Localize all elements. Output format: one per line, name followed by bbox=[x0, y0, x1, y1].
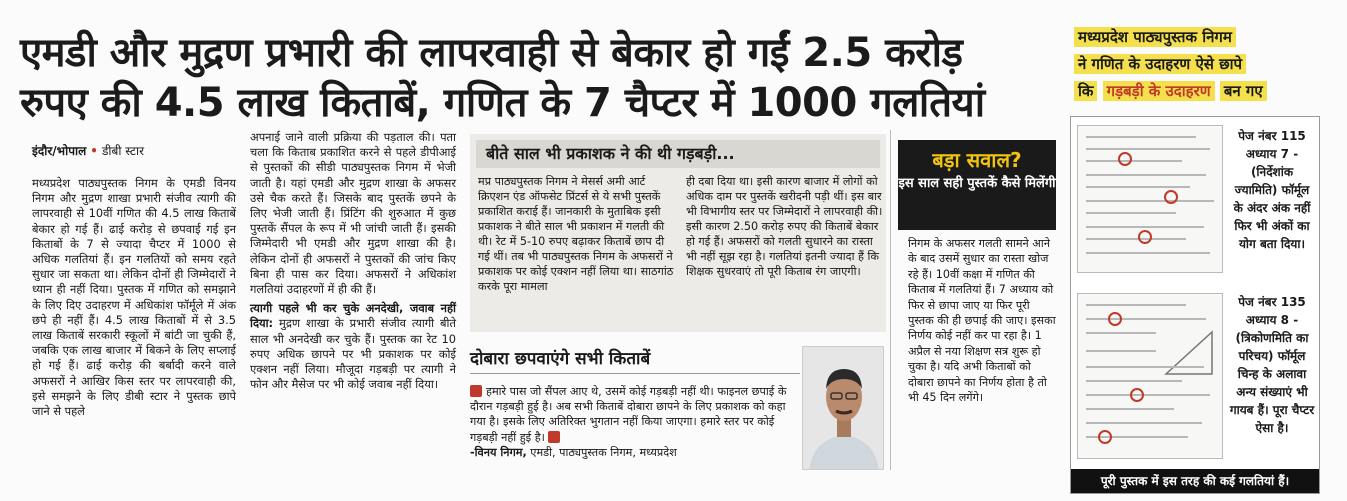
column-2-text-2: मुद्रण शाखा के प्रभारी संजीव त्यागी बीते साल भी अनदेखी कर चुके हैं। पुस्तक का रेट 10 रुपए अधिक छापने पर भी प्रकाशक पर कोई एक्शन नहीं लिया। मौजूदा गड़बड़ी पर त्यागी ने फोन और मैसेज पर भी कोई जवाब नहीं दिया। bbox=[250, 316, 456, 392]
error-marker-icon bbox=[1108, 312, 1122, 326]
portrait-illustration bbox=[803, 347, 884, 470]
dateline-place: इंदौर/भोपाल bbox=[32, 144, 87, 158]
sidebar-footer: पूरी पुस्तक में इस तरह की कई गलतियां हैं। bbox=[1071, 469, 1319, 493]
last-year-box bbox=[470, 134, 886, 332]
last-year-box-title: बीते साल भी प्रकाशक ने की थी गड़बड़ी... bbox=[476, 140, 880, 168]
column-2-para-2 bbox=[250, 301, 456, 392]
sidebar-title bbox=[1074, 24, 1322, 105]
column-2-subhead: त्यागी पहले भी कर चुके अनदेखी, जवाब नहीं दिया: bbox=[250, 301, 456, 331]
snippet-caption-1: पेज नंबर 115 अध्याय 7 - (निर्देशांक ज्यामिति) फॉर्मूल के अंदर अंक नहीं फिर भी अंकों का योग बता दिया। bbox=[1233, 129, 1311, 251]
quote-text: हमारे पास जो सैंपल आए थे, उसमें कोई गड़बड़ी नहीं थी। फाइनल छपाई के दौरान गड़बड़ी हुई है। अब सभी किताबें दोबारा छापने के लिए प्रकाशक को कहा गया है। इसके लिए अतिरिक्त भुगतान नहीं किया जाएगा। हमारे स्तर पर कोई गड़बड़ी नहीं हुई है। bbox=[470, 385, 787, 444]
column-divider bbox=[890, 130, 891, 470]
official-portrait-photo bbox=[802, 346, 884, 470]
error-marker-icon bbox=[1118, 152, 1132, 166]
big-question-subtitle: इस साल सही पुस्तकें कैसे मिलेंगी bbox=[898, 176, 1056, 191]
error-marker-icon bbox=[1138, 230, 1152, 244]
quote-signature-role: एमडी, पाठ्यपुस्तक निगम, मध्यप्रदेश bbox=[530, 445, 677, 459]
quote-icon bbox=[470, 385, 482, 397]
dateline-source: डीबी स्टार bbox=[101, 144, 144, 158]
column-2-text: अपनाई जाने वाली प्रक्रिया की पड़ताल की। पता चला कि किताब प्रकाशित करने से पहले डीपीआई से पुस्तकों की सीडी पाठ्यपुस्तक निगम में भेजी जाती है। यहां एमडी और मुद्रण शाखा के अफसर उसे चैक करते हैं। जिसके बाद पुस्तकें छपने के लिए भेजी जाती हैं। प्रिंटिंग की शुरुआत में कुछ पुस्तकें सैंपल के रूप में भी जांची जाती हैं। इसकी जिम्मेदारी भी एमडी और मुद्रण शाखा की है। लेकिन दोनों ही अफसरों ने पुस्तकों की जांच किए बिना ही पास कर दिया। अफसरों ने अधिकांश गलतियां उदाहरणों में ही की हैं। bbox=[250, 130, 456, 297]
headline bbox=[20, 28, 1060, 128]
error-marker-icon bbox=[1130, 388, 1144, 402]
reprint-section-title: दोबारा छपवाएंगे सभी किताबें bbox=[470, 346, 800, 374]
quote-end-icon bbox=[548, 431, 560, 443]
big-question-title: बड़ा सवाल? bbox=[932, 148, 1022, 172]
error-marker-icon bbox=[1098, 430, 1112, 444]
article-column-2 bbox=[250, 130, 456, 392]
big-question-box bbox=[898, 140, 1056, 230]
headline-line-2: रुपए की 4.5 लाख किताबें, गणित के 7 चैप्टर में 1000 गलतियां bbox=[20, 80, 985, 126]
reprint-quote bbox=[470, 384, 792, 460]
dateline bbox=[32, 142, 144, 159]
quote-signature: -विनय निगम, bbox=[470, 445, 527, 459]
textbook-snippets-panel bbox=[1070, 116, 1320, 494]
last-year-box-col-1: मप्र पाठ्यपुस्तक निगम ने मेसर्स अमी आर्ट क्रिएशन एंड ऑफसेट प्रिंटर्स से ये सभी पुस्तकें प्रकाशित कराई हैं। जानकारी के मुताबिक इसी प्रकाशक ने बीते साल भी प्रकाशन में गलती की थी। रेट में 5-10 रुपए बढ़ाकर किताबें छाप दी गई थीं। तब भी पाठ्यपुस्तक निगम के अफसरों ने प्रकाशक पर कोई एक्शन नहीं लिया था। साठगांठ करके पूरा मामला bbox=[478, 175, 674, 293]
snippet-caption-2: पेज नंबर 135 अध्याय 8 - (त्रिकोणमिति का परिचय) फॉर्मूल चिन्ह के अलावा अन्य संख्याएं भी गायब हैं। पूरा चैप्टर ऐसा है। bbox=[1229, 295, 1315, 435]
column-1-text: मध्यप्रदेश पाठ्यपुस्तक निगम के एमडी विनय निगम और मुद्रण शाखा प्रभारी संजीव त्यागी की लापरवाही से 10वीं गणित की 4.5 लाख किताबें बेकार हो गई हैं। ढाई करोड़ से छपवाई गई इन किताबों के 7 से ज्यादा चैप्टर में 1000 से अधिक गलतियां हैं। इन गलतियों को समय रहते सुधार जा सकता था। लेकिन दोनों ही जिम्मेदारों ने ध्यान ही नहीं दिया। पुस्तक में गणित को समझाने के लिए दिए उदाहरण में अधिकांश फॉर्मूले में अंक छपे ही नहीं हैं। 4.5 लाख किताबों में से 3.5 लाख किताबें सरकारी स्कूलों में बांटी जा चुकी हैं, जबकि एक लाख बाजार में बिकने के लिए सप्लाई हो गई हैं। ढाई करोड़ की बर्बादी करने वाले अफसरों ने आखिर किस स्तर पर लापरवाही की, इसे समझने के लिए डीबी स्टार ने पुस्तक छापे जाने से पहले bbox=[32, 176, 236, 419]
sidebar-title-line-1: मध्यप्रदेश पाठ्यपुस्तक निगम bbox=[1074, 27, 1236, 47]
error-marker-icon bbox=[1164, 190, 1178, 204]
dateline-bullet: • bbox=[90, 144, 98, 158]
sidebar-title-highlight: गड़बड़ी के उदाहरण bbox=[1103, 81, 1215, 101]
sidebar-title-line-3a: कि bbox=[1074, 81, 1097, 101]
sidebar-title-line-3c: बन गए bbox=[1220, 81, 1267, 101]
big-question-text: निगम के अफसर गलती सामने आने के बाद उसमें सुधार का रास्ता खोज रहे हैं। 10वीं कक्षा में गणित की किताब में गलतियां हैं। 7 अध्याय को फिर से छापा जाए या फिर पूरी पुस्तक की ही छपाई की जाए। इसका निर्णय कोई नहीं कर पा रहा है। 1 अप्रैल से नया शिक्षण सत्र शुरू हो चुका है। यदि अभी किताबों को दोबारा छापने का निर्णय होता है तो भी 45 दिन लगेंगे। bbox=[908, 237, 1056, 405]
triangle-figure bbox=[1162, 328, 1216, 378]
textbook-page-115-snippet bbox=[1077, 125, 1223, 273]
headline-line-1: एमडी और मुद्रण प्रभारी की लापरवाही से बेकार हो गईं 2.5 करोड़ bbox=[20, 30, 963, 76]
textbook-page-135-snippet bbox=[1077, 293, 1223, 459]
article-column-1 bbox=[32, 176, 236, 419]
last-year-box-col-2: ही दबा दिया था। इसी कारण बाजार में लोगों को अधिक दाम पर पुस्तकें खरीदनी पड़ी थीं। इस बार भी विभागीय स्तर पर जिम्मेदारों ने लापरवाही की। इसी कारण 2.50 करोड़ रुपए की किताबें बेकार हो गई हैं। अफसरों को गलती सुधारने का रास्ता भी नहीं सूझ रहा है। गलतियां इतनी ज्यादा हैं कि शिक्षक सुधरवाएं तो पूरी किताब रंग जाएगी। bbox=[686, 175, 883, 278]
sidebar-title-line-2: ने गणित के उदाहरण ऐसे छापे bbox=[1074, 54, 1246, 74]
